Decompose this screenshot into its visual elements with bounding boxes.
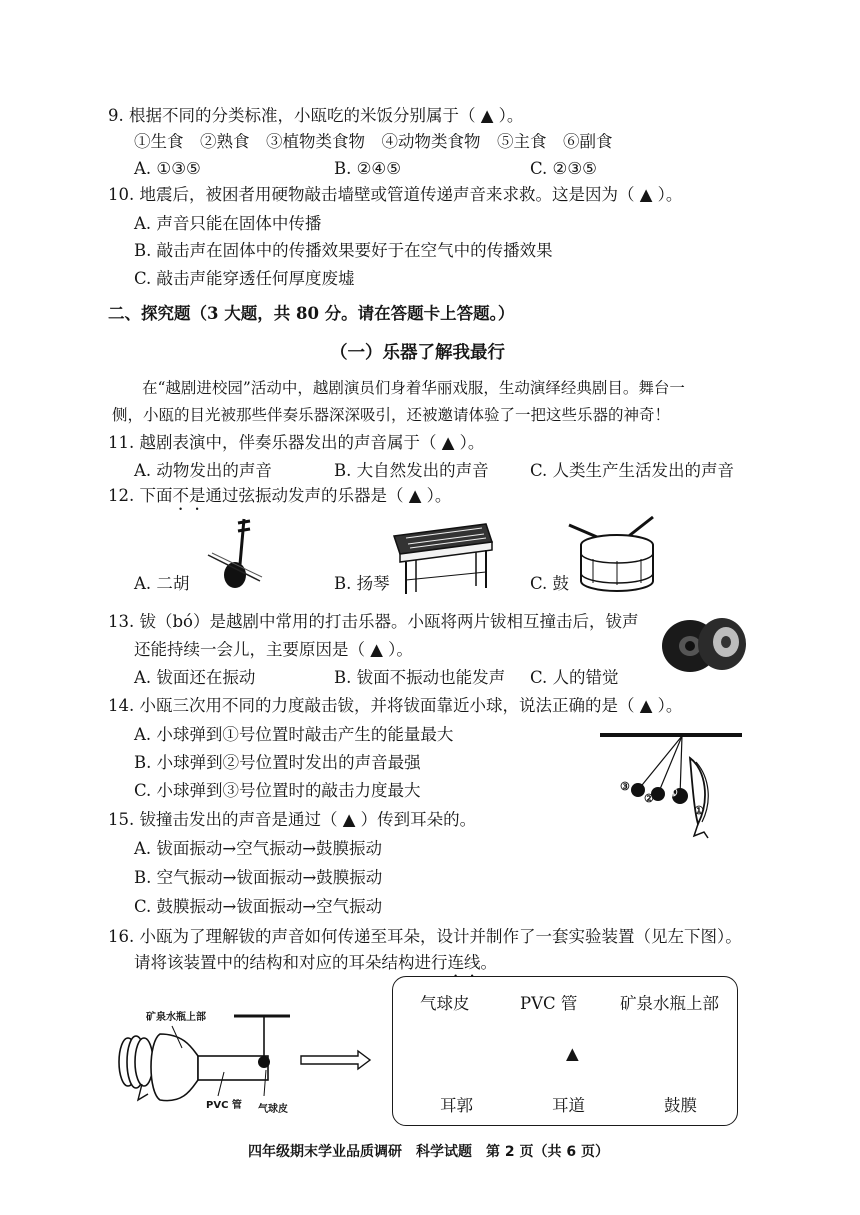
fig-label-pvc: PVC 管 — [206, 1100, 242, 1111]
q13-stem-line1: 13. 钹（bó）是越剧中常用的打击乐器。小瓯将两片钹相互撞击后，钹声 — [108, 612, 639, 631]
yangqin-illustration — [386, 518, 496, 598]
erhu-illustration — [198, 515, 268, 595]
q10-option-c: C. 敲击声能穿透任何厚度废墟 — [134, 269, 355, 288]
q16-stem-line2: 请将该装置中的结构和对应的耳朵结构进行连线。 — [134, 953, 497, 972]
q11-option-a: A. 动物发出的声音 — [134, 461, 272, 480]
q11-option-c: C. 人类生产生活发出的声音 — [530, 461, 735, 480]
q15-option-b: B. 空气振动→钹面振动→鼓膜振动 — [134, 868, 383, 887]
q15-stem: 15. 钹撞击发出的声音是通过（ ▲ ）传到耳朵的。 — [108, 810, 477, 829]
page-footer: 四年级期末学业品质调研 科学试题 第 2 页（共 6 页） — [248, 1144, 609, 1160]
q12-stem: 12. 下面不是通过弦振动发声的乐器是（ ▲ ）。 — [108, 486, 452, 505]
q16-emphasis: 连线 — [447, 953, 481, 972]
q13-option-b: B. 钹面不振动也能发声 — [334, 668, 506, 687]
q10-stem: 10. 地震后，被困者用硬物敲击墙壁或管道传递声音来求救。这是因为（ ▲ ）。 — [108, 185, 683, 204]
q11-stem: 11. 越剧表演中，伴奏乐器发出的声音属于（ ▲ ）。 — [108, 433, 485, 452]
q12-emphasis: 不是 — [172, 486, 206, 505]
match-top-pvc: PVC 管 — [520, 994, 578, 1013]
q12-option-a: A. 二胡 — [134, 574, 190, 593]
match-answer-mark: ▲ — [566, 1044, 579, 1063]
cymbals-illustration — [660, 612, 748, 676]
fig-label-bottle-top: 矿泉水瓶上部 — [146, 1012, 206, 1023]
q15-option-a: A. 钹面振动→空气振动→鼓膜振动 — [134, 839, 383, 858]
q9-option-c: C. ②③⑤ — [530, 159, 597, 178]
pendulum-label-3: ③ — [620, 780, 630, 793]
drum-illustration — [565, 515, 660, 595]
section-intro-line1: 在“越剧进校园”活动中，越剧演员们身着华丽戏服，生动演绎经典剧目。舞台一 — [142, 379, 685, 397]
q10-option-a: A. 声音只能在固体中传播 — [134, 214, 322, 233]
section-title: （一）乐器了解我最行 — [330, 343, 505, 363]
cymbal-label-1: ① — [694, 804, 704, 817]
q9-option-a: A. ①③⑤ — [134, 159, 201, 178]
pendulum-label-1: ① — [668, 786, 678, 799]
q13-option-a: A. 钹面还在振动 — [134, 668, 256, 687]
match-top-balloon: 气球皮 — [420, 994, 470, 1013]
q14-stem: 14. 小瓯三次用不同的力度敲击钹，并将钹面靠近小球，说法正确的是（ ▲ ）。 — [108, 696, 683, 715]
q10-option-b: B. 敲击声在固体中的传播效果要好于在空气中的传播效果 — [134, 241, 553, 260]
fig-label-balloon: 气球皮 — [258, 1104, 288, 1115]
q14-option-b: B. 小球弹到②号位置时发出的声音最强 — [134, 753, 421, 772]
q9-option-b: B. ②④⑤ — [334, 159, 401, 178]
pendulum-label-2: ② — [644, 792, 654, 805]
q13-option-c: C. 人的错觉 — [530, 668, 619, 687]
q14-option-c: C. 小球弹到③号位置时的敲击力度最大 — [134, 781, 421, 800]
q13-stem-line2: 还能持续一会儿，主要原因是（ ▲ ）。 — [134, 640, 413, 659]
q16-stem-line1: 16. 小瓯为了理解钹的声音如何传递至耳朵，设计并制作了一套实验装置（见左下图）。 — [108, 927, 742, 946]
q9-items: ①生食 ②熟食 ③植物类食物 ④动物类食物 ⑤主食 ⑥副食 — [134, 132, 613, 151]
q11-option-b: B. 大自然发出的声音 — [334, 461, 489, 480]
q12-option-b: B. 扬琴 — [334, 574, 390, 593]
q14-option-a: A. 小球弹到①号位置时敲击产生的能量最大 — [134, 725, 454, 744]
q12-option-c: C. 鼓 — [530, 574, 570, 593]
match-bottom-auricle: 耳郭 — [440, 1096, 473, 1115]
part2-heading: 二、探究题（3 大题，共 80 分。请在答题卡上答题。） — [108, 304, 515, 323]
q15-option-c: C. 鼓膜振动→钹面振动→空气振动 — [134, 897, 383, 916]
match-bottom-eardrum: 鼓膜 — [664, 1096, 697, 1115]
match-top-bottle: 矿泉水瓶上部 — [620, 994, 719, 1013]
section-intro-line2: 侧，小瓯的目光被那些伴奏乐器深深吸引，还被邀请体验了一把这些乐器的神奇！ — [112, 406, 671, 424]
q9-stem: 9. 根据不同的分类标准，小瓯吃的米饭分别属于（ ▲ ）。 — [108, 106, 524, 125]
match-bottom-ear-canal: 耳道 — [552, 1096, 585, 1115]
